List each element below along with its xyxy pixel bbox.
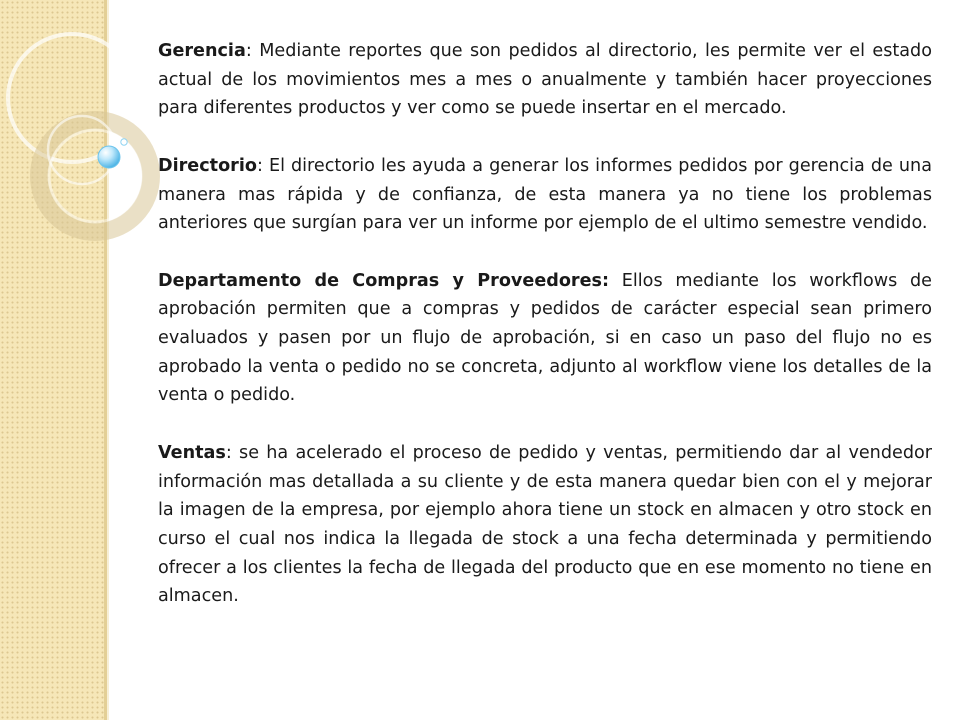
separator: :: [256, 155, 269, 176]
term-ventas: Ventas: [158, 442, 226, 463]
slide-body-text: [158, 37, 932, 611]
description-gerencia: Mediante reportes que son pedidos al directorio, les permite ver el estado actual de los movimientos mes a mes o anualmente y también hacer proyecciones para diferentes productos y ver como se puede insertar en el mercado.: [158, 41, 932, 119]
separator: :: [245, 41, 260, 61]
paragraph-ventas: [158, 439, 932, 611]
term-gerencia: Gerencia: [158, 41, 246, 61]
description-compras-proveedores: Ellos mediante los workflows de aprobación permiten que a compras y pedidos de carácter especial sean primero evaluados y pasen por un flujo de aprobación, si en caso un paso del flujo no es aprobado la venta o pedido no se concreta, adjunto al workflow viene los detalles de la venta o pedido.: [158, 270, 932, 406]
tiny-bubble-icon: [121, 139, 127, 145]
paragraph-compras-proveedores: [158, 267, 932, 411]
description-directorio: El directorio les ayuda a generar los informes pedidos por gerencia de una manera mas rápida y de confianza, de esta manera ya no tiene los problemas anteriores que surgían para ver un informe por ejemplo de el ultimo semestre vendido.: [158, 155, 932, 234]
mid-ring-icon: [39, 120, 151, 232]
paragraph-directorio: [158, 152, 932, 238]
separator: :: [225, 442, 240, 463]
large-ring-icon: [8, 34, 136, 162]
blue-bubble-icon: [98, 146, 120, 168]
term-compras-proveedores: Departamento de Compras y Proveedores:: [158, 270, 610, 291]
paragraph-gerencia: [158, 37, 932, 123]
description-ventas: se ha acelerado el proceso de pedido y ventas, permitiendo dar al vendedor información mas detallada a su cliente y de esta manera quedar bien con el y mejorar la imagen de la empresa, por ejemplo ahora tiene un stock en almacen y otro stock en curso el cual nos indica la llegada de stock a una fecha determinada y permitiendo ofrecer a los clientes la fecha de llegada del producto que en ese momento no tiene en almacen.: [158, 442, 932, 607]
separator: [609, 271, 622, 291]
term-directorio: Directorio: [158, 155, 257, 176]
